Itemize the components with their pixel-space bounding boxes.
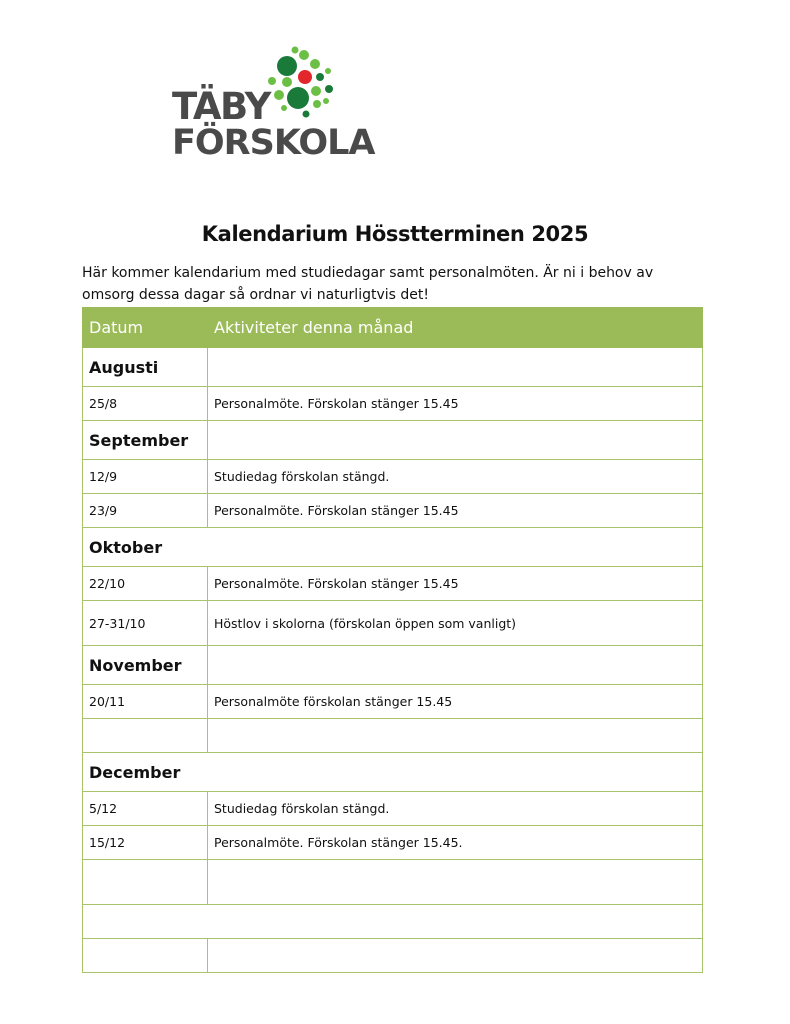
table-row <box>83 719 703 753</box>
activity-cell <box>208 860 703 905</box>
month-label: November <box>89 655 182 675</box>
table-header-row <box>83 308 703 348</box>
table-row <box>83 601 703 646</box>
table-row <box>83 460 703 494</box>
activity-cell: Studiedag förskolan stängd. <box>208 460 703 494</box>
date-cell: 22/10 <box>83 567 208 601</box>
activity-cell <box>208 421 703 460</box>
month-row <box>83 348 703 387</box>
logo-line-1: TÄBY <box>172 85 270 128</box>
table-row <box>83 792 703 826</box>
activity-cell: Personalmöte. Förskolan stänger 15.45 <box>208 494 703 528</box>
activity-cell <box>208 646 703 685</box>
date-cell <box>83 528 703 567</box>
page-title: Kalendarium Hösstterminen 2025 <box>201 222 589 246</box>
table-row <box>83 387 703 421</box>
activity-cell: Personalmöte förskolan stänger 15.45 <box>208 685 703 719</box>
table-row <box>83 685 703 719</box>
month-row <box>83 646 703 685</box>
calendar-table <box>82 307 703 973</box>
intro-paragraph: Här kommer kalendarium med studiedagar samt personalmöten. Är ni i behov av omsorg dessa dagar så ordnar vi naturligtvis det! <box>82 265 654 303</box>
date-cell: 5/12 <box>83 792 208 826</box>
month-label: Oktober <box>89 537 163 557</box>
activity-cell <box>208 348 703 387</box>
month-label: Augusti <box>89 357 159 377</box>
date-cell <box>83 421 208 460</box>
activity-cell <box>208 939 703 973</box>
table-row <box>83 567 703 601</box>
date-cell: 15/12 <box>83 826 208 860</box>
activity-cell: Personalmöte. Förskolan stänger 15.45 <box>208 567 703 601</box>
month-row <box>83 528 703 567</box>
date-cell: 12/9 <box>83 460 208 494</box>
logo-line-2: FÖRSKOLA <box>172 123 375 163</box>
date-cell <box>83 348 208 387</box>
date-cell: 20/11 <box>83 685 208 719</box>
date-cell: 25/8 <box>83 387 208 421</box>
month-label: September <box>89 430 189 450</box>
activity-cell <box>208 719 703 753</box>
table-row <box>83 826 703 860</box>
activity-cell: Personalmöte. Förskolan stänger 15.45. <box>208 826 703 860</box>
table-row <box>83 494 703 528</box>
activity-cell: Personalmöte. Förskolan stänger 15.45 <box>208 387 703 421</box>
activity-cell: Studiedag förskolan stängd. <box>208 792 703 826</box>
table-row <box>83 905 703 939</box>
header-datum: Datum <box>83 308 208 348</box>
month-label: December <box>89 762 181 782</box>
logo <box>168 44 375 163</box>
date-cell: 27-31/10 <box>83 601 208 646</box>
date-cell <box>83 646 208 685</box>
calendar-body <box>83 348 703 973</box>
date-cell <box>83 905 703 939</box>
header-aktiviteter: Aktiviteter denna månad <box>208 308 703 348</box>
table-row <box>83 860 703 905</box>
date-cell <box>83 753 703 792</box>
month-row <box>83 753 703 792</box>
date-cell <box>83 939 208 973</box>
month-row <box>83 421 703 460</box>
date-cell <box>83 719 208 753</box>
date-cell: 23/9 <box>83 494 208 528</box>
activity-cell: Höstlov i skolorna (förskolan öppen som vanligt) <box>208 601 703 646</box>
table-row <box>83 939 703 973</box>
date-cell <box>83 860 208 905</box>
